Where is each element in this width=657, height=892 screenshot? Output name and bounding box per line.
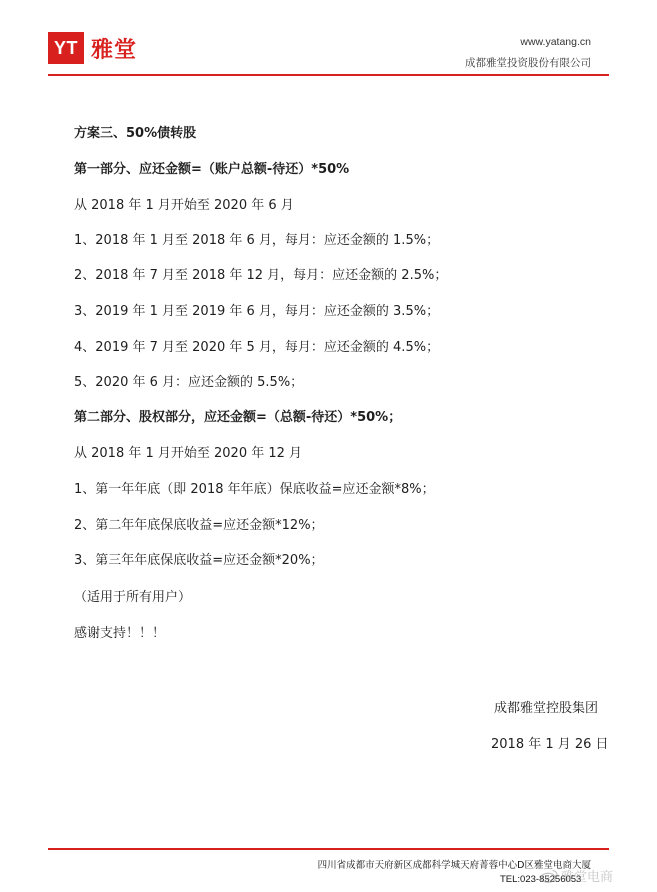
section-one-item: 4、2019 年 7 月至 2020 年 5 月，每月：应还金额的 4.5%； xyxy=(74,340,440,355)
footer-divider xyxy=(48,848,609,850)
section-two-item: 3、第三年年底保底收益=应还金额*20%； xyxy=(74,553,324,568)
section-one-period: 从 2018 年 1 月开始至 2020 年 6 月 xyxy=(74,198,294,213)
header-divider xyxy=(48,74,609,76)
logo-name: 雅堂 xyxy=(91,37,138,63)
plan-title: 方案三、50%债转股 xyxy=(74,126,197,141)
section-one-item: 2、2018 年 7 月至 2018 年 12 月，每月：应还金额的 2.5%； xyxy=(74,268,448,283)
section-two-item: 2、第二年年底保底收益=应还金额*12%； xyxy=(74,518,324,533)
applicability-note: （适用于所有用户） xyxy=(74,590,192,605)
header-url: www.yatang.cn xyxy=(520,36,591,48)
section-one-item: 1、2018 年 1 月至 2018 年 6 月，每月：应还金额的 1.5%； xyxy=(74,233,440,248)
brand-logo xyxy=(48,32,137,64)
section-two-item: 1、第一年年底（即 2018 年年底）保底收益=应还金额*8%； xyxy=(74,482,435,497)
thanks-line: 感谢支持！！！ xyxy=(74,626,166,641)
footer-address: 四川省成都市天府新区成都科学城天府菁蓉中心D区雅堂电商大厦 xyxy=(317,860,591,871)
signature-date: 2018 年 1 月 26 日 xyxy=(491,737,609,752)
signature-org: 成都雅堂控股集团 xyxy=(494,701,599,716)
section-one-item: 3、2019 年 1 月至 2019 年 6 月，每月：应还金额的 3.5%； xyxy=(74,304,440,319)
weibo-icon xyxy=(540,868,558,884)
header-company: 成都雅堂投资股份有限公司 xyxy=(465,57,591,69)
section-two-period: 从 2018 年 1 月开始至 2020 年 12 月 xyxy=(74,446,303,461)
section-one-heading: 第一部分、应还金额=（账户总额-待还）*50% xyxy=(74,162,350,177)
footer-tel: TEL:023-85256053 xyxy=(500,874,582,885)
logo-badge: YT xyxy=(48,32,84,64)
section-two-heading: 第二部分、股权部分，应还金额=（总额-待还）*50%； xyxy=(74,410,402,425)
watermark-text: 雅堂电商 xyxy=(561,870,614,885)
watermark xyxy=(540,866,613,885)
section-one-item: 5、2020 年 6 月：应还金额的 5.5%； xyxy=(74,375,304,390)
